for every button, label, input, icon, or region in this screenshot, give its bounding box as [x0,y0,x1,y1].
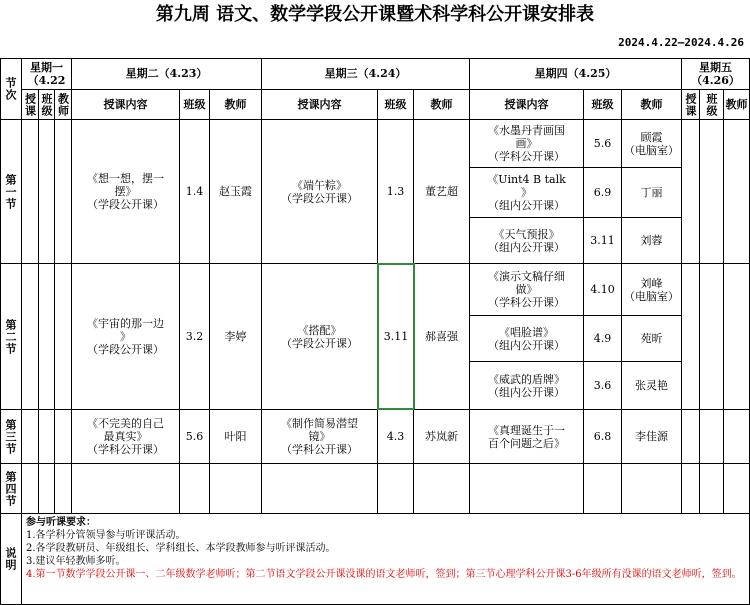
thu-p1b-teacher[interactable]: 丁丽 [622,168,682,218]
tue-p3-content[interactable] [72,410,180,464]
mon-col-teacher-label: 教师 [56,92,70,117]
wed-p1-content[interactable] [262,120,378,264]
content-line: （学段公开课） [281,336,358,350]
thu-p1b-content[interactable] [470,168,584,218]
thu-col-content: 授课内容 [470,90,584,120]
period-4-label [0,464,22,514]
teacher-line: （电脑室） [624,143,679,157]
fri-p4-content[interactable] [682,464,700,514]
wed-col-teacher: 教师 [414,90,470,120]
fri-p3-class[interactable] [700,410,724,464]
wed-p4-class[interactable] [378,464,414,514]
thu-p1c-teacher[interactable]: 刘蓉 [622,218,682,264]
content-line: 》 [521,186,532,199]
day-header-mon [22,58,72,90]
content-line: （组内公开课） [488,338,565,352]
fri-p2-content[interactable] [682,264,700,410]
mon-p4-teacher[interactable] [55,464,72,514]
content-line: 《端午粽》 [292,178,347,192]
mon-p3-content[interactable] [22,410,39,464]
thu-p2b-teacher[interactable]: 苑昕 [622,316,682,362]
fri-col-content [682,90,700,120]
thu-col-teacher: 教师 [622,90,682,120]
mon-p3-class[interactable] [39,410,55,464]
thu-p2a-class[interactable]: 4.10 [584,264,622,316]
tue-p1-content[interactable] [72,120,180,264]
day-header-fri [682,58,750,90]
thu-p4-class[interactable] [584,464,622,514]
fri-col-content-label: 授课 [684,92,697,117]
thu-p1b-class[interactable]: 6.9 [584,168,622,218]
thu-p3-teacher[interactable]: 李佳源 [622,410,682,464]
tue-col-class: 班级 [180,90,210,120]
tue-p2-teacher[interactable]: 李婷 [210,264,262,410]
content-line: 最真实》 [103,430,148,443]
content-line: 》 [120,330,131,343]
fri-p3-teacher[interactable] [724,410,750,464]
content-line: 《真理诞生于一 [488,423,565,437]
wed-p4-teacher[interactable] [414,464,470,514]
fri-p4-class[interactable] [700,464,724,514]
thu-p4-teacher[interactable] [622,464,682,514]
notes-item: 1.各学科分管领导参与听评课活动。 [26,530,186,541]
tue-col-teacher: 教师 [210,90,262,120]
thu-p2a-content[interactable] [470,264,584,316]
wed-p3-teacher[interactable]: 苏岚新 [414,410,470,464]
wed-p4-content[interactable] [262,464,378,514]
mon-p1-class[interactable] [39,120,55,264]
period-1-label [0,120,22,264]
mon-p1-content[interactable] [22,120,39,264]
content-line: （组内公开课） [488,385,565,399]
content-line: （学科公开课） [488,296,565,309]
mon-p2-content[interactable] [22,264,39,410]
content-line: 《宇宙的那一边 [87,317,164,330]
content-line: （学科公开课） [281,443,358,456]
notes-label [0,514,22,605]
fri-p2-class[interactable] [700,264,724,410]
thu-p2c-class[interactable]: 3.6 [584,362,622,410]
tue-p4-class[interactable] [180,464,210,514]
period-2-label [0,264,22,410]
period-1-text: 第一节 [4,173,17,210]
content-line: 《制作简易潜望 [281,417,358,430]
thu-p2a-teacher[interactable] [622,264,682,316]
tue-p2-class[interactable]: 3.2 [180,264,210,410]
tue-p2-content[interactable] [72,264,180,410]
thu-p3-content[interactable] [470,410,584,464]
period-3-label [0,410,22,464]
tue-p3-class[interactable]: 5.6 [180,410,210,464]
fri-col-class [700,90,724,120]
thu-p1a-teacher[interactable] [622,120,682,168]
fri-p4-teacher[interactable] [724,464,750,514]
day-header-thu: 星期四（4.25） [470,58,682,90]
mon-col-class [39,90,55,120]
notes-item: 3.建议年轻教师多听。 [26,556,126,567]
fri-p1-content[interactable] [682,120,700,264]
teacher-line: 顾霞 [640,130,663,144]
content-line: （组内公开课） [488,199,565,212]
fri-p1-teacher[interactable] [724,120,750,264]
thu-p2c-content[interactable] [470,362,584,410]
wed-p2-class-selected-cell[interactable]: 3.11 [377,263,415,410]
wed-col-content: 授课内容 [262,90,378,120]
mon-p3-teacher[interactable] [55,410,72,464]
notes-body [22,516,748,604]
wed-p3-content[interactable] [262,410,378,464]
day-name-fri: 星期五 [699,60,732,74]
thu-p3-class[interactable]: 6.8 [584,410,622,464]
wed-col-class: 班级 [378,90,414,120]
tue-p1-teacher[interactable]: 赵玉霞 [210,120,262,264]
tue-p3-teacher[interactable]: 叶阳 [210,410,262,464]
wed-p3-class[interactable]: 4.3 [378,410,414,464]
section-header [0,58,22,120]
content-line: （学科公开课） [87,443,164,456]
content-line: 《想一想，摆一 [87,172,164,185]
fri-p2-teacher[interactable] [724,264,750,410]
notes-label-text: 说明 [4,547,17,571]
fri-col-teacher: 教师 [724,90,750,120]
tue-p4-teacher[interactable] [210,464,262,514]
mon-p2-class[interactable] [39,264,55,410]
notes-item: 2.各学段教研员、年级组长、学科组长、本学段教师参与听评课活动。 [26,543,336,554]
notes-heading: 参与听课要求： [26,517,96,528]
day-header-tue: 星期二（4.23） [72,58,262,90]
content-line: 《威武的盾牌》 [488,372,565,386]
day-header-wed: 星期三（4.24） [262,58,470,90]
content-line: （学段公开课） [87,343,164,356]
content-line: 《水墨丹青画国 [488,124,565,137]
mon-col-teacher [55,90,72,120]
thu-col-class: 班级 [584,90,622,120]
wed-p2-content[interactable] [262,264,378,410]
content-line: （组内公开课） [488,240,565,254]
wed-p1-class[interactable]: 1.3 [378,120,414,264]
content-line: 《唱脸谱》 [499,325,554,339]
mon-col-class-label: 班级 [40,92,53,117]
date-range: 2024.4.22—2024.4.26 [618,36,744,49]
content-line: 《搭配》 [297,323,342,337]
content-line: 《不完美的自己 [87,417,164,430]
thu-p2b-content[interactable] [470,316,584,362]
wed-p1-teacher[interactable]: 董艺超 [414,120,470,264]
content-line: 百个问题之后》 [488,436,565,450]
thu-p4-content[interactable] [470,464,584,514]
tue-p1-class[interactable]: 1.4 [180,120,210,264]
notes-item-highlight: 4.第一节数学学段公开课一、二年级数学老师听；第二节语文学段公开课没课的语文老师听，签到；第三节心理学科公开课3-6年级所有没课的语文老师听，签到。 [26,569,742,580]
period-3-text: 第三节 [4,418,17,455]
teacher-line: （电脑室） [624,289,679,303]
content-line: （学科公开课） [488,150,565,163]
content-line: 做》 [515,283,538,296]
mon-col-content [22,90,39,120]
content-line: 《演示文稿仔细 [488,270,565,283]
mon-col-content-label: 授课 [23,92,37,117]
content-line: 《Uint4 B talk [487,173,566,186]
thu-p2c-teacher[interactable]: 张灵艳 [622,362,682,410]
thu-p2b-class[interactable]: 4.9 [584,316,622,362]
mon-p2-teacher[interactable] [55,264,72,410]
fri-p1-class[interactable] [700,120,724,264]
period-4-text: 第四节 [4,470,17,507]
mon-p4-class[interactable] [39,464,55,514]
day-date-fri: （4.26） [691,73,740,87]
section-header-label: 节次 [4,76,17,101]
day-date-mon: （4.22 [27,73,66,87]
thu-p1c-class[interactable]: 3.11 [584,218,622,264]
tue-col-content: 授课内容 [72,90,180,120]
content-line: （学段公开课） [281,191,358,205]
content-line: 镜》 [308,430,331,443]
content-line: 画》 [515,137,538,150]
content-line: 《天气预报》 [493,227,560,241]
fri-col-class-label: 班级 [705,92,718,117]
mon-p4-content[interactable] [22,464,39,514]
teacher-line: 刘峰 [640,276,663,290]
thu-p1a-content[interactable] [470,120,584,168]
content-line: 摆》 [114,185,137,198]
fri-p3-content[interactable] [682,410,700,464]
tue-p4-content[interactable] [72,464,180,514]
thu-p1a-class[interactable]: 5.6 [584,120,622,168]
day-name-mon: 星期一 [30,60,63,74]
content-line: （学段公开课） [87,198,164,211]
thu-p1c-content[interactable] [470,218,584,264]
mon-p1-teacher[interactable] [55,120,72,264]
page-title: 第九周 语文、数学学段公开课暨术科学科公开课安排表 [155,4,595,25]
period-2-text: 第二节 [4,318,17,355]
wed-p2-teacher[interactable]: 郝喜强 [414,264,470,410]
